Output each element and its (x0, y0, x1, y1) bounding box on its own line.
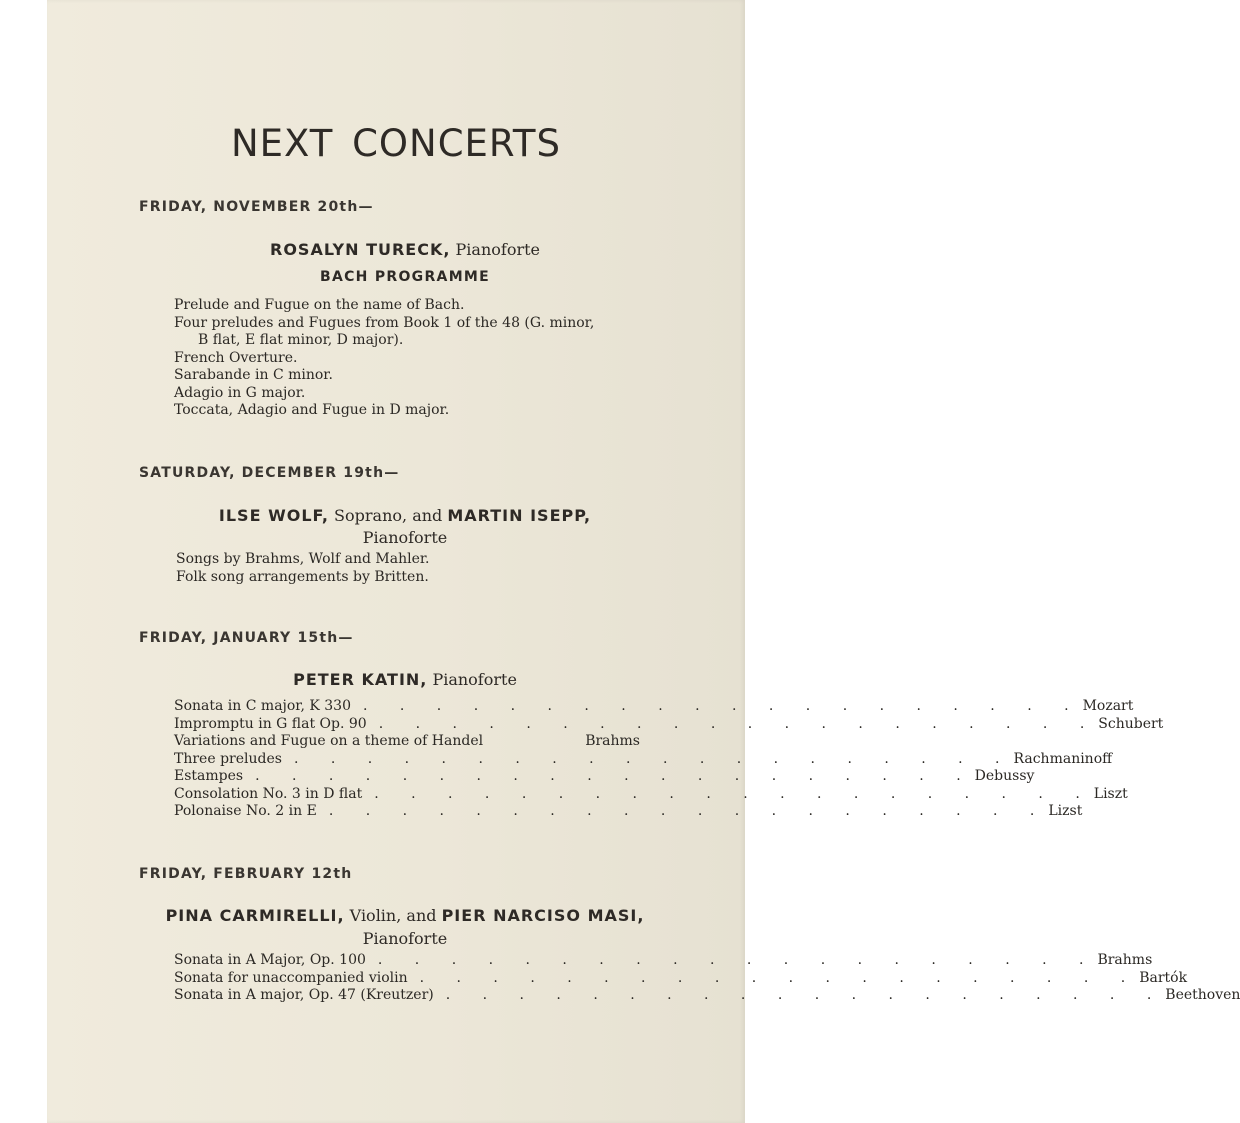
concert-3-performers (47, 669, 763, 691)
leader-dots: . . . . . . . . . . . . . . . . . . . . (378, 715, 1099, 732)
programme-line: Toccata, Adagio and Fugue in D major. (174, 402, 450, 418)
programme-line: Prelude and Fugue on the name of Bach. (174, 297, 465, 313)
programme-row (174, 733, 640, 751)
work-title: Three preludes (174, 750, 282, 767)
programme-row (174, 785, 1128, 804)
leader-dots: . . . . . . . . . . . . . . . . . . . . (363, 698, 1083, 714)
work-title: Variations and Fugue on a theme of Handel (174, 733, 484, 749)
composer: Rachmaninoff (1013, 750, 1113, 767)
programme-line: B flat, E flat minor, D major). (198, 332, 404, 348)
performer-name: ROSALYN TURECK, (270, 240, 451, 259)
programme-line: Folk song arrangements by Britten. (176, 568, 429, 585)
page-title: NEXT CONCERTS (230, 122, 562, 165)
programme-line: Adagio in G major. (174, 384, 306, 401)
composer: Beethoven (1165, 987, 1240, 1003)
concert-3-programme (174, 698, 1164, 821)
programme-row (174, 803, 1083, 821)
concert-1-performers (47, 239, 763, 261)
concert-4-date: FRIDAY, FEBRUARY 12th (139, 866, 353, 882)
composer: Bartók (1139, 969, 1188, 986)
performer-connector: Soprano, and (328, 506, 448, 525)
programme-row (174, 698, 1134, 716)
work-title: Sonata in C major, K 330 (174, 698, 351, 714)
composer: Debussy (974, 768, 1035, 784)
leader-dots: . . . . . . . . . . . . . . . . . . . . (419, 969, 1140, 986)
performer-name: PETER KATIN, (293, 670, 428, 689)
concert-3-date: FRIDAY, JANUARY 15th— (139, 630, 354, 646)
leader-dots: . . . . . . . . . . . . . . . . . . . . (374, 785, 1094, 802)
programme-row (174, 768, 1035, 786)
composer: Brahms (1097, 952, 1153, 968)
work-title: Sonata in A Major, Op. 100 (174, 952, 366, 968)
work-title: Consolation No. 3 in D flat (174, 785, 363, 802)
programme-line: Sarabande in C minor. (174, 367, 333, 383)
performer-instrument: Pianoforte (450, 240, 540, 259)
performer-name: MARTIN ISEPP, (447, 506, 592, 525)
programme-line: Four preludes and Fugues from Book 1 of the 48 (G. minor, (174, 314, 595, 331)
performer-name: PINA CARMIRELLI, (165, 906, 345, 925)
composer: Mozart (1082, 698, 1134, 714)
programme-row (174, 952, 1153, 970)
performer-connector: Violin, and (344, 906, 442, 925)
concert-1-programme (174, 297, 640, 420)
leader-dots: . . . . . . . . . . . . . . . . . . . . (445, 987, 1166, 1003)
concert-1-date: FRIDAY, NOVEMBER 20th— (139, 199, 374, 215)
work-title: Impromptu in G flat Op. 90 (174, 715, 367, 732)
work-title: Estampes (174, 768, 244, 784)
programme-row (174, 987, 1240, 1005)
leader-dots: . . . . . . . . . . . . . . . . . . . . (377, 952, 1098, 968)
programme-row (174, 750, 1113, 769)
concert-4-performers (47, 905, 763, 927)
work-title: Sonata for unaccompanied violin (174, 969, 408, 986)
leader-dots: . . . . . . . . . . . . . . . . . . . . (255, 768, 975, 784)
performer-name: PIER NARCISO MASI, (441, 906, 645, 925)
programme-row (174, 715, 1164, 734)
composer: Lizst (1048, 803, 1083, 819)
composer: Schubert (1098, 715, 1164, 732)
programme-row (174, 969, 1188, 988)
performer-name: ILSE WOLF, (218, 506, 329, 525)
concert-1-subheading: BACH PROGRAMME (319, 269, 491, 285)
concert-2-date: SATURDAY, DECEMBER 19th— (139, 465, 400, 481)
leader-dots: . . . . . . . . . . . . . . . . . . . . (293, 750, 1014, 767)
concert-2-programme (176, 551, 642, 586)
composer: Liszt (1093, 785, 1128, 802)
programme-line: Songs by Brahms, Wolf and Mahler. (176, 551, 430, 567)
concert-2-performers-line2: Pianoforte (362, 528, 448, 547)
leader-dots: . . . . . . . . . . . . . . . . . . . . (328, 803, 1049, 819)
work-title: Sonata in A major, Op. 47 (Kreutzer) (174, 987, 434, 1003)
concert-4-programme (174, 952, 1240, 1005)
concert-2-performers (47, 505, 763, 527)
work-title: Polonaise No. 2 in E (174, 803, 317, 819)
programme-line: French Overture. (174, 349, 298, 366)
composer: Brahms (585, 733, 640, 749)
performer-instrument: Pianoforte (427, 670, 517, 689)
concert-4-performers-line2: Pianoforte (362, 929, 448, 948)
